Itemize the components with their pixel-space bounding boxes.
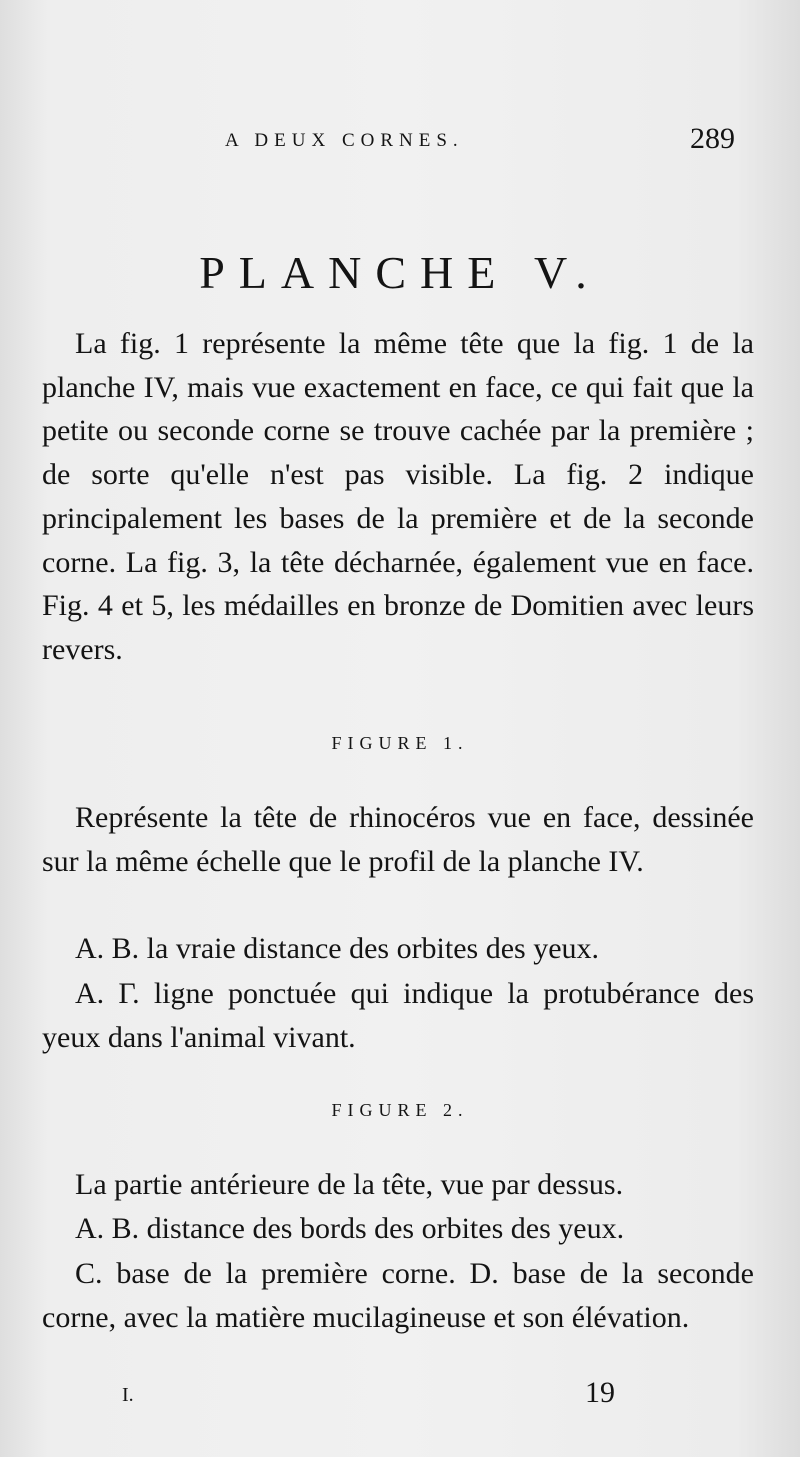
gathering-number: 19 bbox=[585, 1376, 615, 1409]
page-number: 289 bbox=[690, 122, 735, 155]
figure-1-item-ab: A. B. la vraie distance des orbites des yeux. bbox=[75, 932, 600, 965]
figure-2-item-cd: C. base de la première corne. D. base de la seconde corne, avec la matière mucilagineuse et son élévation. bbox=[42, 1257, 754, 1334]
running-head: A DEUX CORNES. bbox=[225, 130, 464, 151]
plate-title: PLANCHE V. bbox=[199, 246, 601, 298]
intro-paragraph: La fig. 1 représente la même tête que la fig. 1 de la planche IV, mais vue exactement en face, ce qui fait que la petite ou seconde corne se trouve cachée par la première ; de sorte qu'elle n'est pas visible. La fig. 2 indique principalement les bases de la première et de la seconde corne. La fig. 3, la tête décharnée, également vue en face. Fig. 4 et 5, les médailles en bronze de Domitien avec leurs revers. bbox=[42, 327, 754, 666]
figure-2-item-ab: A. B. distance des bords des orbites des yeux. bbox=[75, 1212, 625, 1245]
figure-2-description: La partie antérieure de la tête, vue par dessus. bbox=[75, 1168, 624, 1201]
figure-2-heading: FIGURE 2. bbox=[331, 1100, 469, 1120]
page-footer bbox=[0, 1376, 800, 1416]
page-header bbox=[0, 122, 800, 162]
figure-1-description: Représente la tête de rhinocéros vue en face, dessinée sur la même échelle que le profil de la planche IV. bbox=[42, 801, 754, 878]
figure-1-heading: FIGURE 1. bbox=[331, 733, 469, 753]
figure-1-item-ag: A. Γ. ligne ponctuée qui indique la protubérance des yeux dans l'animal vivant. bbox=[42, 977, 754, 1054]
signature-mark: I. bbox=[122, 1384, 134, 1406]
